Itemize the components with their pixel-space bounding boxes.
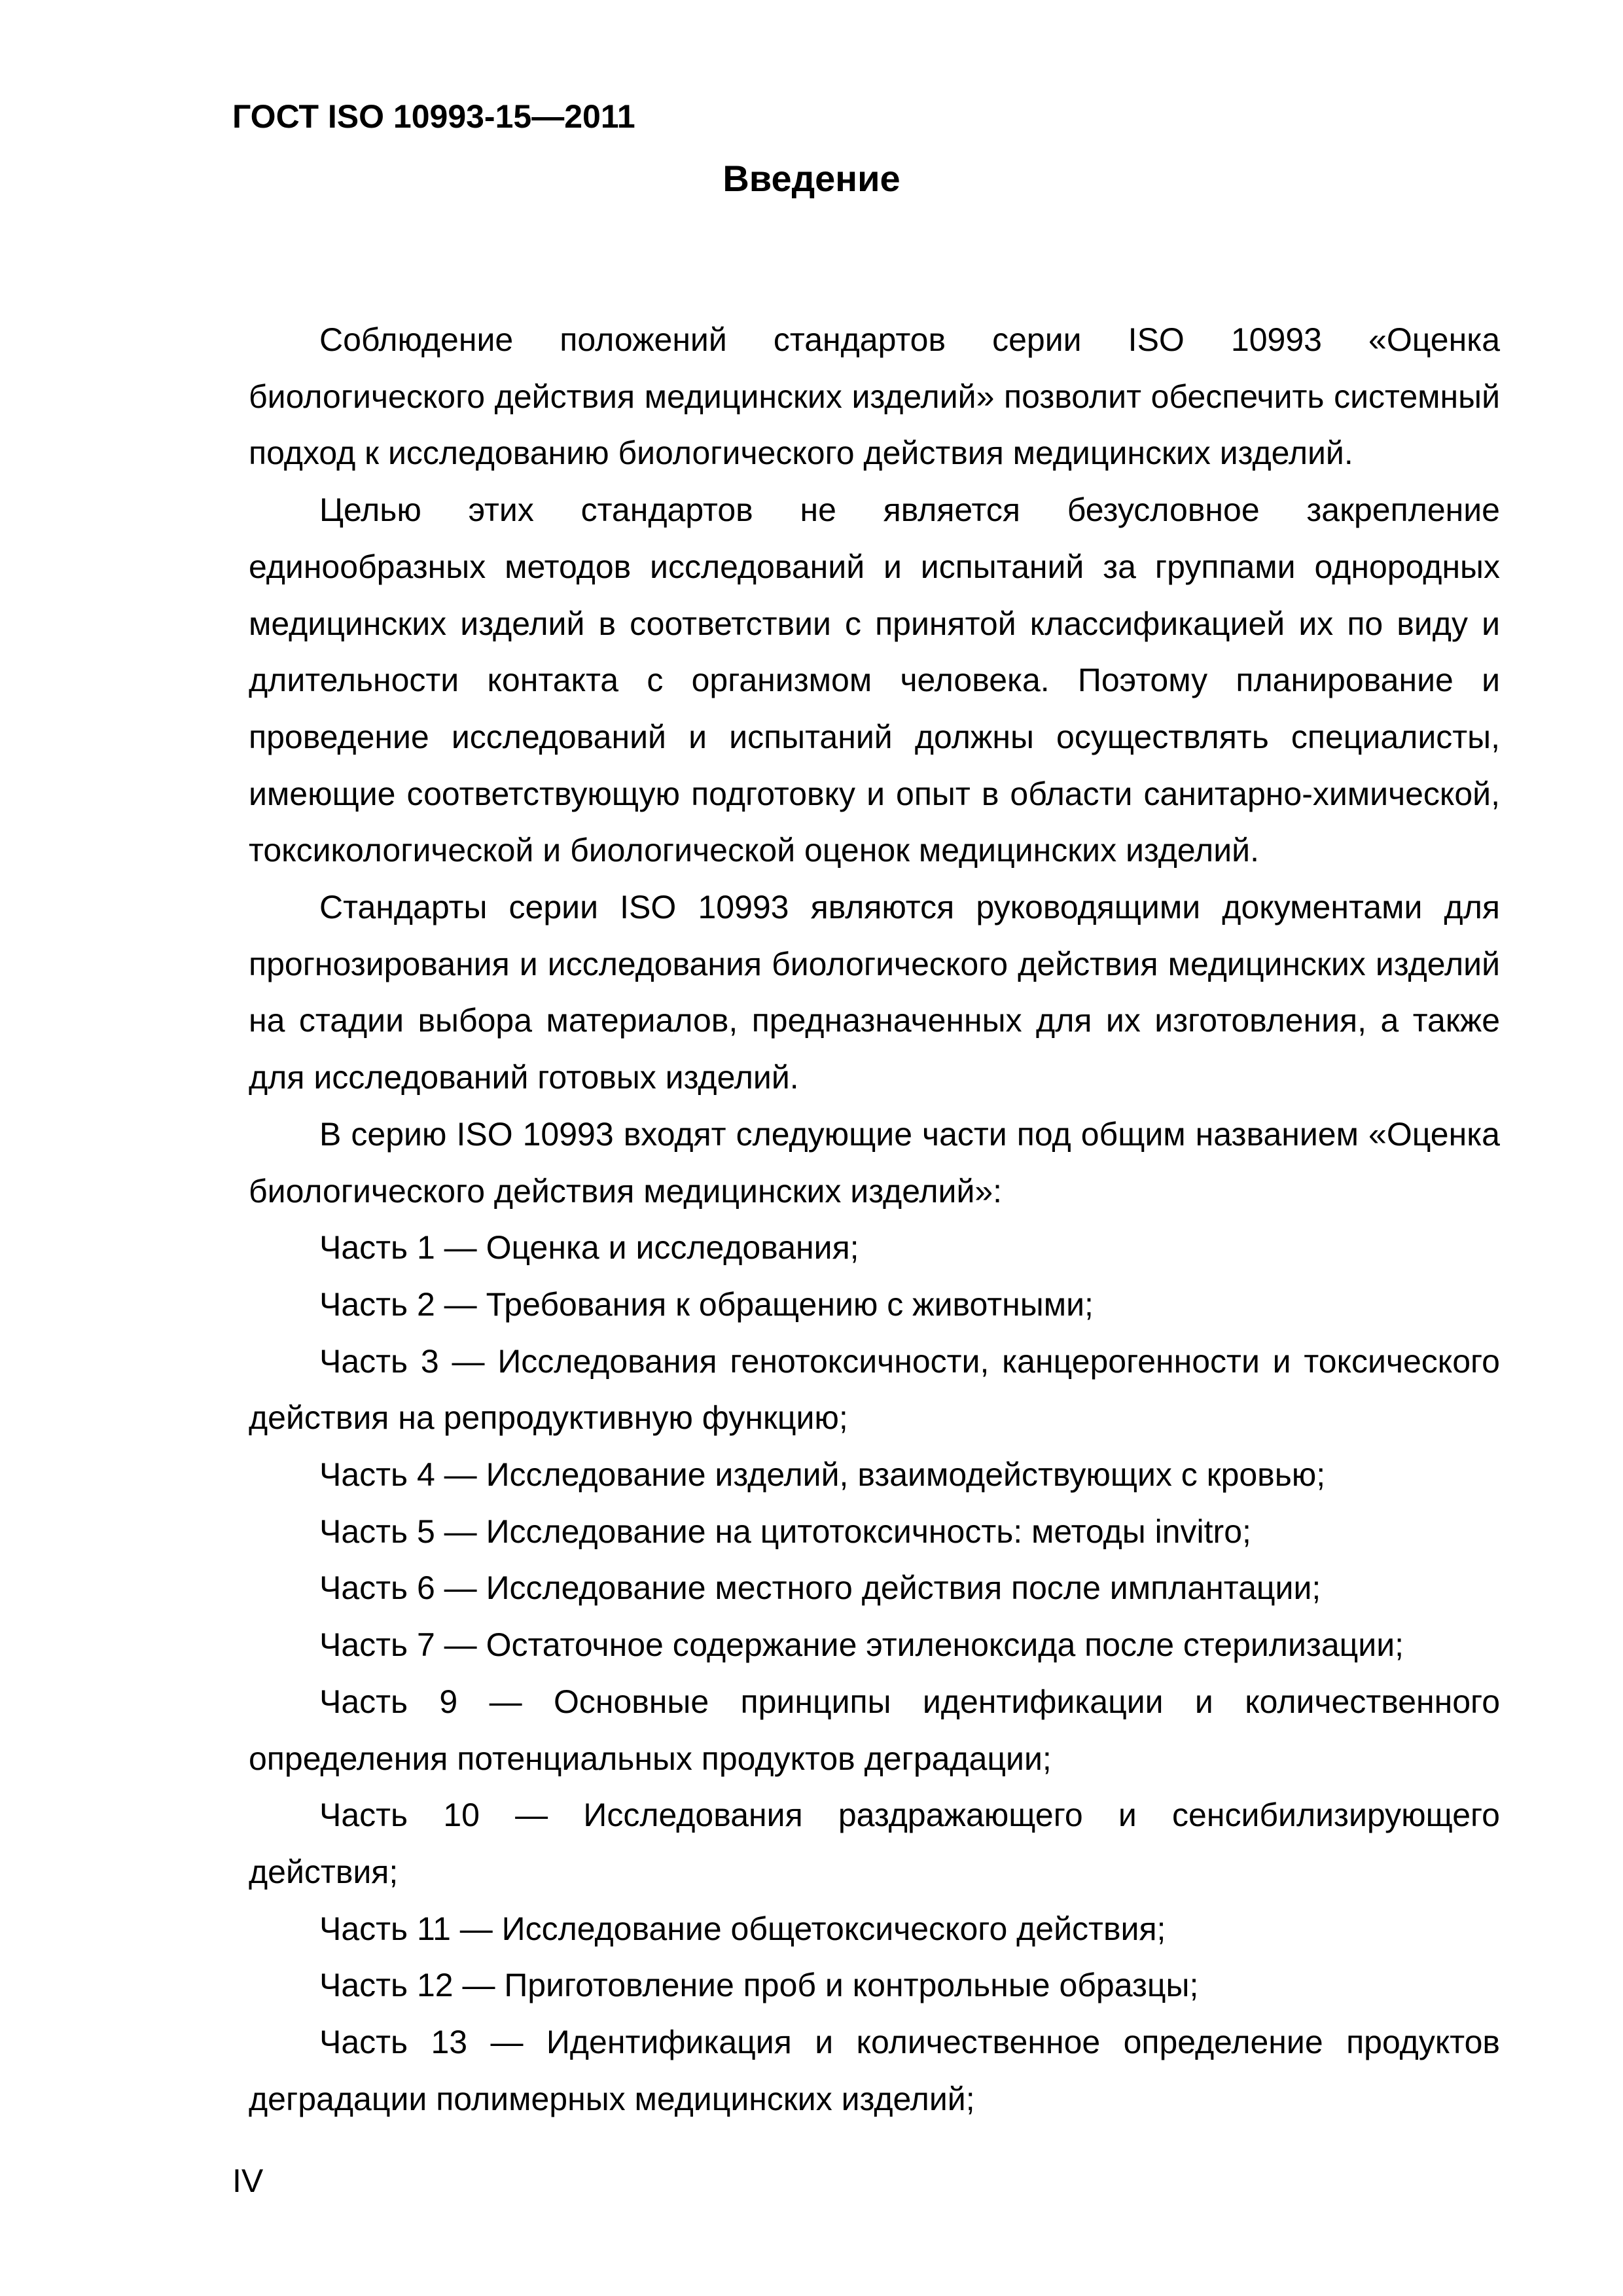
part-list-item: Часть 13 — Идентификация и количественное определение продуктов деградации полимерных медицинских изделий; (249, 2024, 1500, 2117)
part-list-item: Часть 5 — Исследование на цитотоксичность: методы invitro; (319, 1513, 1251, 1550)
part-list-item: Часть 7 — Остаточное содержание этиленоксида после стерилизации; (319, 1626, 1404, 1664)
part-list-item: Часть 12 — Приготовление проб и контрольные образцы; (319, 1967, 1199, 2004)
part-list-item: Часть 10 — Исследования раздражающего и сенсибилизирующего действия; (249, 1797, 1500, 1890)
paragraph: Целью этих стандартов не является безусловное закрепление единообразных методов исследований и испытаний за группами однородных медицинских изделий в соответствии с принятой классификацией их по виду и длительности контакта с организмом человека. Поэтому планирование и проведение исследований и испытаний должны осуществлять специалисты, имеющие соответствующую подготовку и опыт в области санитарно-химической, токсикологической и биологической оценок медицинских изделий. (249, 492, 1500, 869)
part-list-item: Часть 1 — Оценка и исследования; (319, 1229, 859, 1266)
part-list-item: Часть 3 — Исследования генотоксичности, канцерогенности и токсического действия на репродуктивную функцию; (249, 1342, 1500, 1437)
part-list-item: Часть 2 — Требования к обращению с животными; (319, 1285, 1094, 1323)
part-list-item: Часть 11 — Исследование общетоксического действия; (319, 1910, 1166, 1947)
document-body (249, 312, 1500, 2128)
part-list-item: Часть 6 — Исследование местного действия после имплантации; (319, 1570, 1321, 1607)
paragraph: Стандарты серии ISO 10993 являются руководящими документами для прогнозирования и исследования биологического действия медицинских изделий на стадии выбора материалов, предназначенных для их изготовления, а также для исследований готовых изделий. (249, 889, 1500, 1096)
section-title (0, 156, 1623, 202)
section-title-text: Введение (722, 158, 901, 199)
paragraph: В серию ISO 10993 входят следующие части под общим названием «Оценка биологического действия медицинских изделий»: (249, 1115, 1500, 1210)
document-code: ГОСТ ISO 10993-15—2011 (232, 98, 635, 135)
paragraph: Соблюдение положений стандартов серии ISO 10993 «Оценка биологического действия медицинских изделий» позволит обеспечить системный подход к исследованию биологического действия медицинских изделий. (249, 321, 1500, 472)
part-list-item: Часть 9 — Основные принципы идентификации и количественного определения потенциальных продуктов деградации; (249, 1683, 1500, 1777)
part-list-item: Часть 4 — Исследование изделий, взаимодействующих с кровью; (319, 1456, 1326, 1494)
page-number: IV (232, 2162, 264, 2199)
